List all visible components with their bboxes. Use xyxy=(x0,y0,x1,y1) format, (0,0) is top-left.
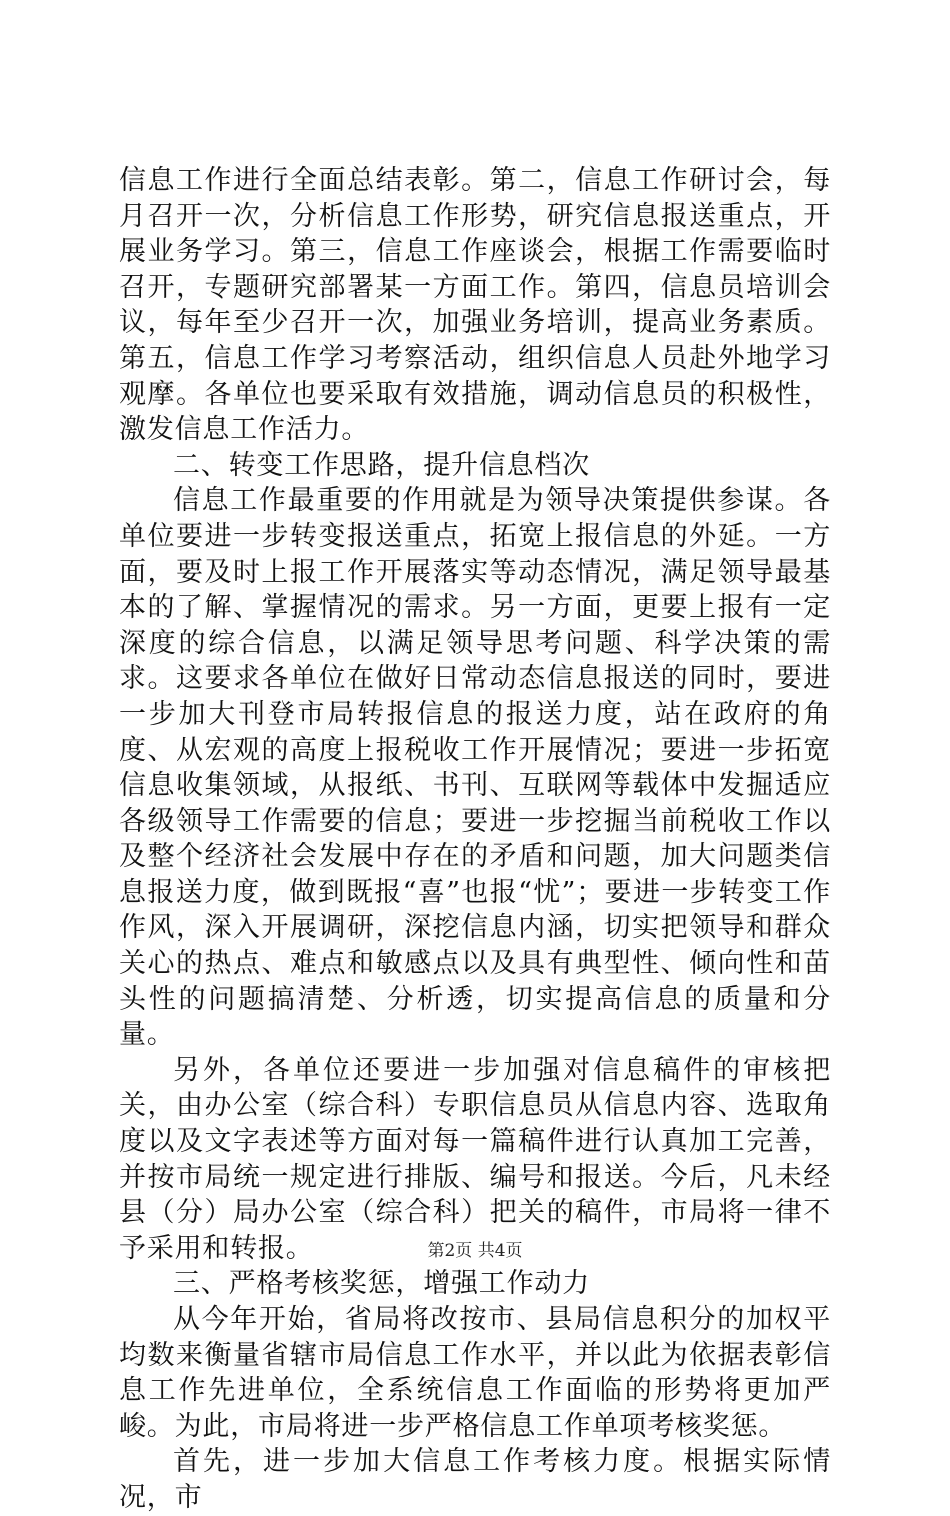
section-heading-3: 三、严格考核奖惩，增强工作动力 xyxy=(173,1268,590,1300)
document-body xyxy=(119,163,831,1516)
paragraph-continued: 信息工作进行全面总结表彰。第二，信息工作研讨会，每月召开一次，分析信息工作形势，研究信息报送重点，开展业务学习。第三，信息工作座谈会，根据工作需要临时召开，专题研究部署某一方面工作。第四，信息员培训会议，每年至少召开一次，加强业务培训，提高业务素质。第五，信息工作学习考察活动，组织信息人员赴外地学习观摩。各单位也要采取有效措施，调动信息员的积极性，激发信息工作活力。 xyxy=(119,165,831,446)
paragraph-evaluation: 从今年开始，省局将改按市、县局信息积分的加权平均数来衡量省辖市局信息工作水平，并以此为依据表彰信息工作先进单位，全系统信息工作面临的形势将更加严峻。为此，市局将进一步严格信息工作单项考核奖惩。 xyxy=(119,1304,831,1442)
paragraph-review-control: 另外，各单位还要进一步加强对信息稿件的审核把关，由办公室（综合科）专职信息员从信息内容、选取角度以及文字表述等方面对每一篇稿件进行认真加工完善，并按市局统一规定进行排版、编号和报送。今后，凡未经县（分）局办公室（综合科）把关的稿件，市局将一律不予采用和转报。 xyxy=(119,1054,831,1264)
section-heading-2: 二、转变工作思路，提升信息档次 xyxy=(173,449,590,481)
page-number-footer: 第2页 共4页 xyxy=(427,1241,523,1261)
paragraph-first-measure: 首先，进一步加大信息工作考核力度。根据实际情况，市 xyxy=(119,1446,831,1513)
paragraph-role-of-information: 信息工作最重要的作用就是为领导决策提供参谋。各单位要进一步转变报送重点，拓宽上报信息的外延。一方面，要及时上报工作开展落实等动态情况，满足领导最基本的了解、掌握情况的需求。另一方面，更要上报有一定深度的综合信息，以满足领导思考问题、科学决策的需求。这要求各单位在做好日常动态信息报送的同时，要进一步加大刊登市局转报信息的报送力度，站在政府的角度、从宏观的高度上报税收工作开展情况；要进一步拓宽信息收集领域，从报纸、书刊、互联网等载体中发掘适应各级领导工作需要的信息；要进一步挖掘当前税收工作以及整个经济社会发展中存在的矛盾和问题，加大问题类信息报送力度，做到既报“喜”也报“忧”；要进一步转变工作作风，深入开展调研，深挖信息内涵，切实把领导和群众关心的热点、难点和敏感点以及具有典型性、倾向性和苗头性的问题搞清楚、分析透，切实提高信息的质量和分量。 xyxy=(119,485,831,1051)
